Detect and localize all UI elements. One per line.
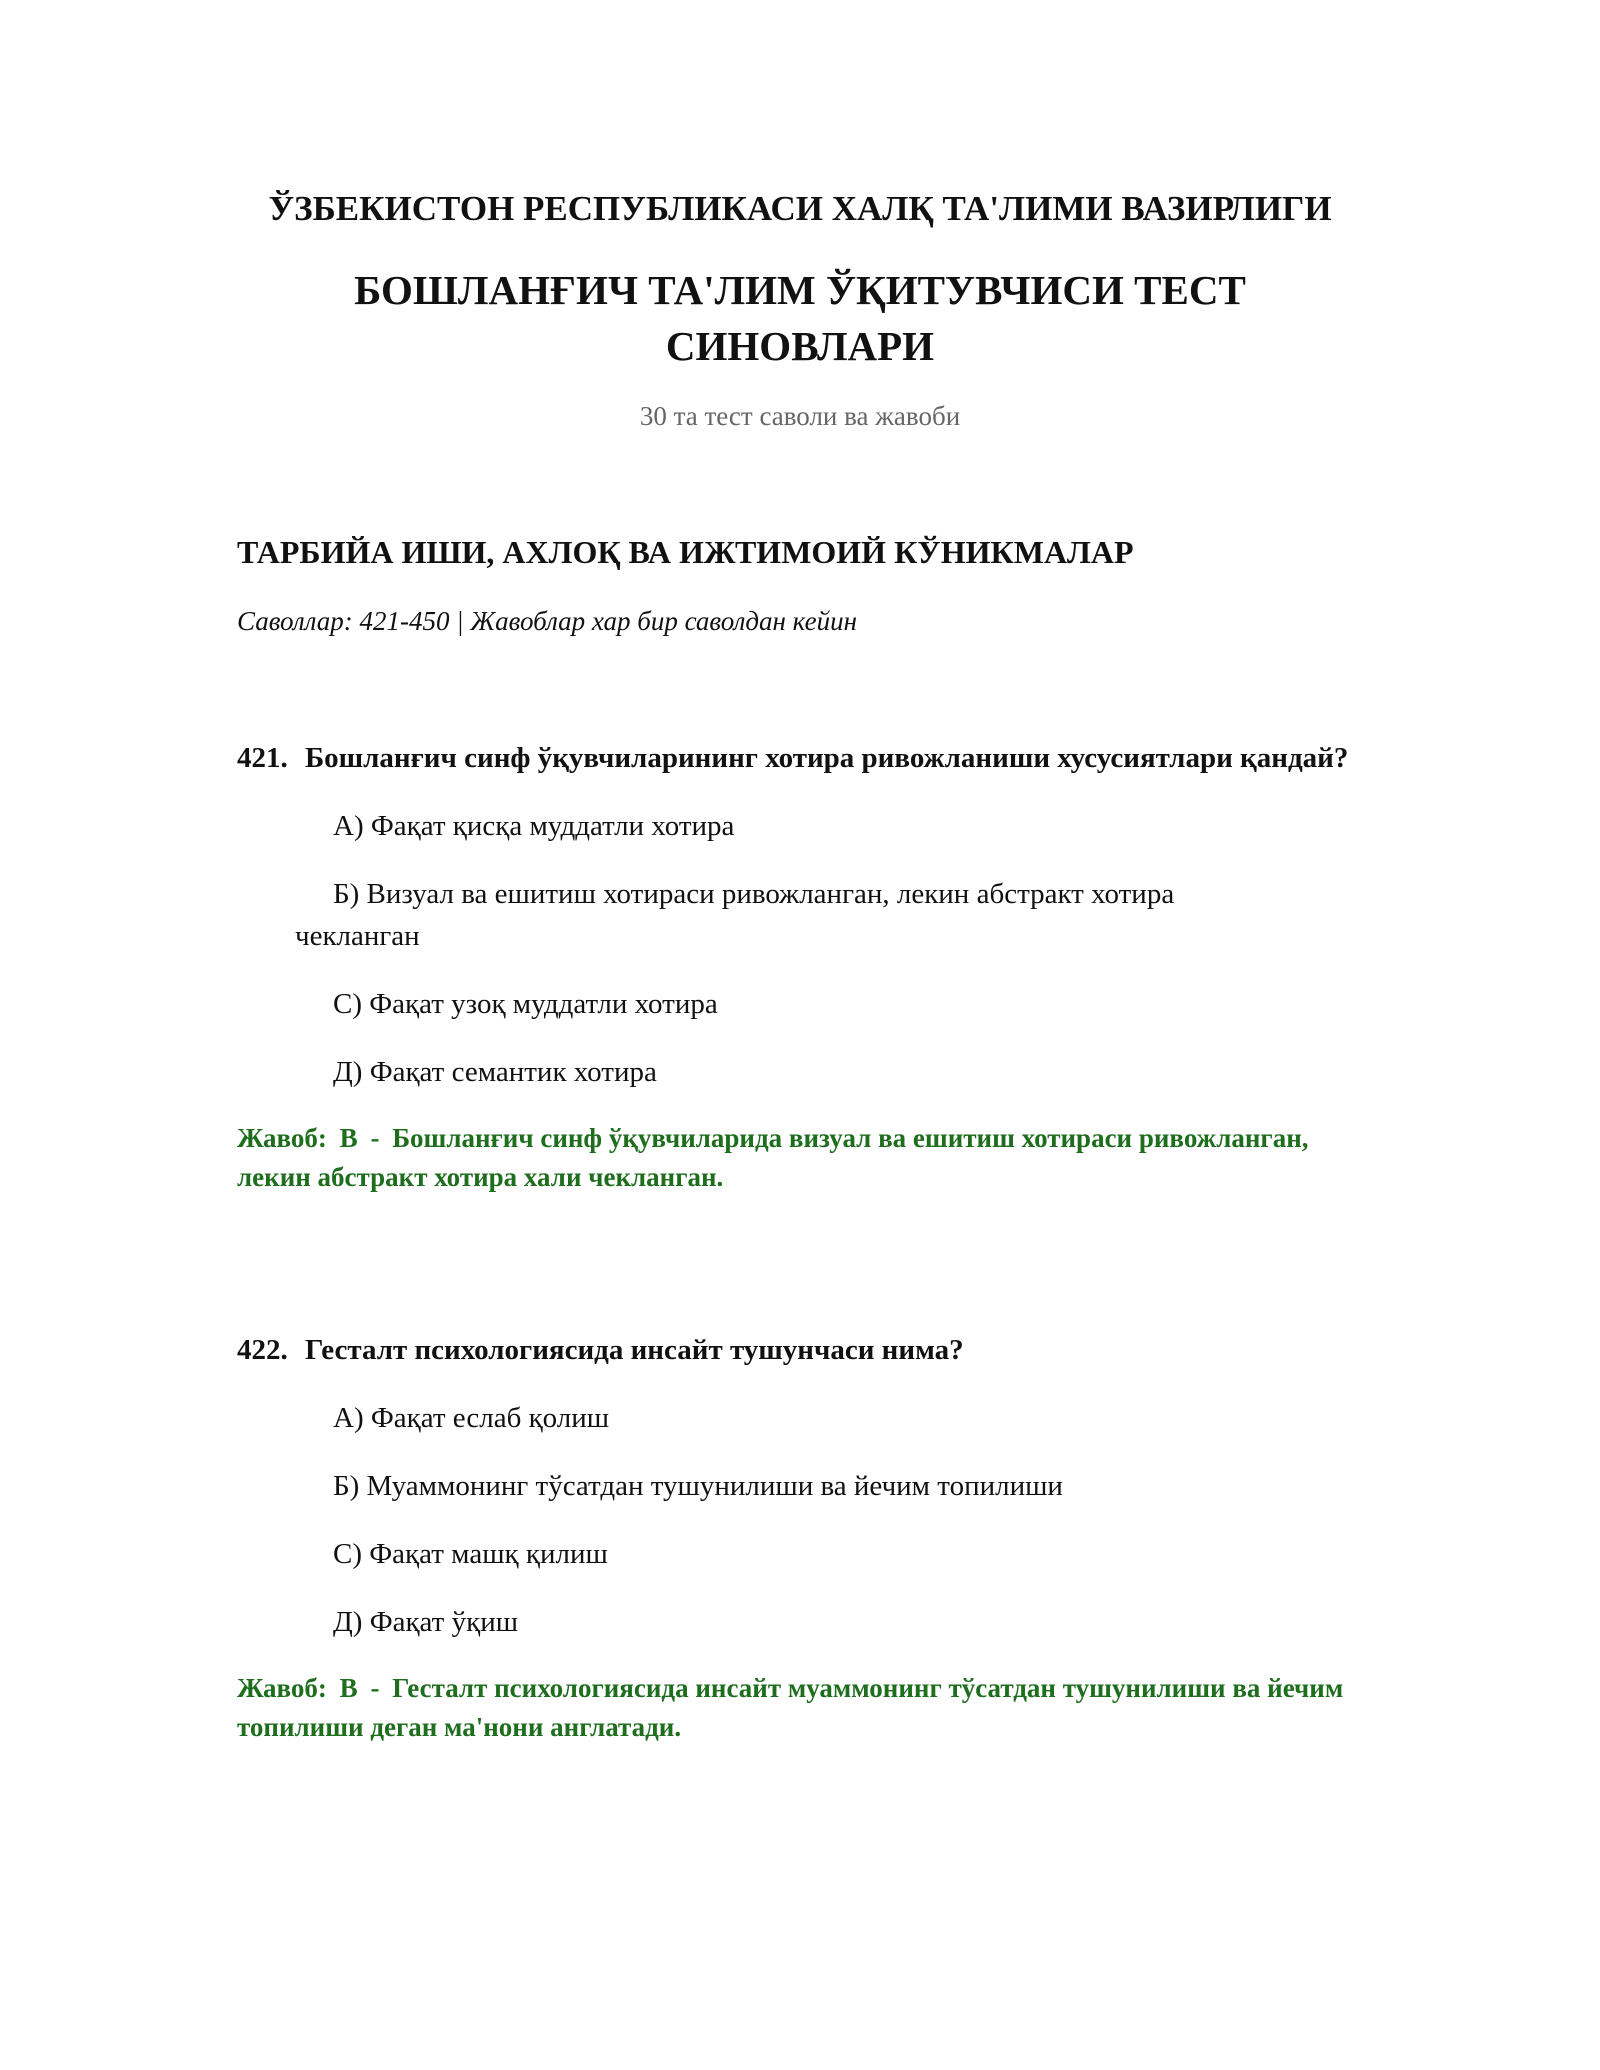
answer-dash: - — [370, 1123, 380, 1153]
answer-label: Жавоб: — [237, 1673, 327, 1703]
answer-dash: - — [370, 1673, 380, 1703]
option-list — [237, 1397, 1377, 1643]
answer-text — [237, 1119, 1377, 1197]
option-list — [237, 805, 1377, 1093]
answer-label: Жавоб: — [237, 1123, 327, 1153]
answer-text — [237, 1669, 1377, 1747]
option-d: Д) Фақат ўқиш — [333, 1606, 519, 1638]
ministry-heading: ЎЗБЕКИСТОН РЕСПУБЛИКАСИ ХАЛҚ ТА'ЛИМИ ВАЗИРЛИГИ — [268, 189, 1332, 228]
option-a: А) Фақат еслаб қолиш — [333, 1402, 610, 1434]
question-number: 422. — [237, 1334, 288, 1366]
question-block — [237, 1329, 1377, 1747]
answer-letter: B — [339, 1123, 358, 1153]
option-b: Б) Визуал ва ешитиш хотираси ривожланган, лекин абстракт хотира чекланган — [295, 878, 1175, 952]
answer-letter: B — [339, 1673, 358, 1703]
option-b: Б) Муаммонинг тўсатдан тушунилиши ва йечим топилиши — [333, 1470, 1063, 1502]
option-c: С) Фақат узоқ муддатли хотира — [333, 988, 718, 1020]
question-stem: Гесталт психологиясида инсайт тушунчаси нима? — [305, 1334, 964, 1366]
question-block — [237, 737, 1377, 1197]
question-stem: Бошланғич синф ўқувчиларининг хотира ривожланиши хусусиятлари қандай? — [305, 742, 1349, 774]
option-a: А) Фақат қисқа муддатли хотира — [333, 810, 735, 842]
section-title: ТАРБИЙА ИШИ, АХЛОҚ ВА ИЖТИМОИЙ КЎНИКМАЛАР — [237, 534, 1134, 570]
answer-explanation: Бошланғич синф ўқувчиларида визуал ва ешитиш хотираси ривожланган, лекин абстракт хотира хали чекланган. — [237, 1123, 1309, 1192]
option-d: Д) Фақат семантик хотира — [333, 1056, 657, 1088]
document-title: БОШЛАНҒИЧ ТА'ЛИМ ЎҚИТУВЧИСИ ТЕСТ СИНОВЛАРИ — [354, 267, 1246, 369]
document-subtitle: 30 та тест саволи ва жавоби — [639, 401, 961, 431]
question-number: 421. — [237, 742, 288, 774]
answer-explanation: Гесталт психологиясида инсайт муаммонинг тўсатдан тушунилиши ва йечим топилиши деган ма'нони англатади. — [237, 1673, 1344, 1742]
section-meta: Саволлар: 421-450 | Жавоблар хар бир саволдан кейин — [237, 606, 858, 636]
question-text — [237, 737, 1377, 779]
option-c: С) Фақат машқ қилиш — [333, 1538, 608, 1570]
question-text — [237, 1329, 1377, 1371]
